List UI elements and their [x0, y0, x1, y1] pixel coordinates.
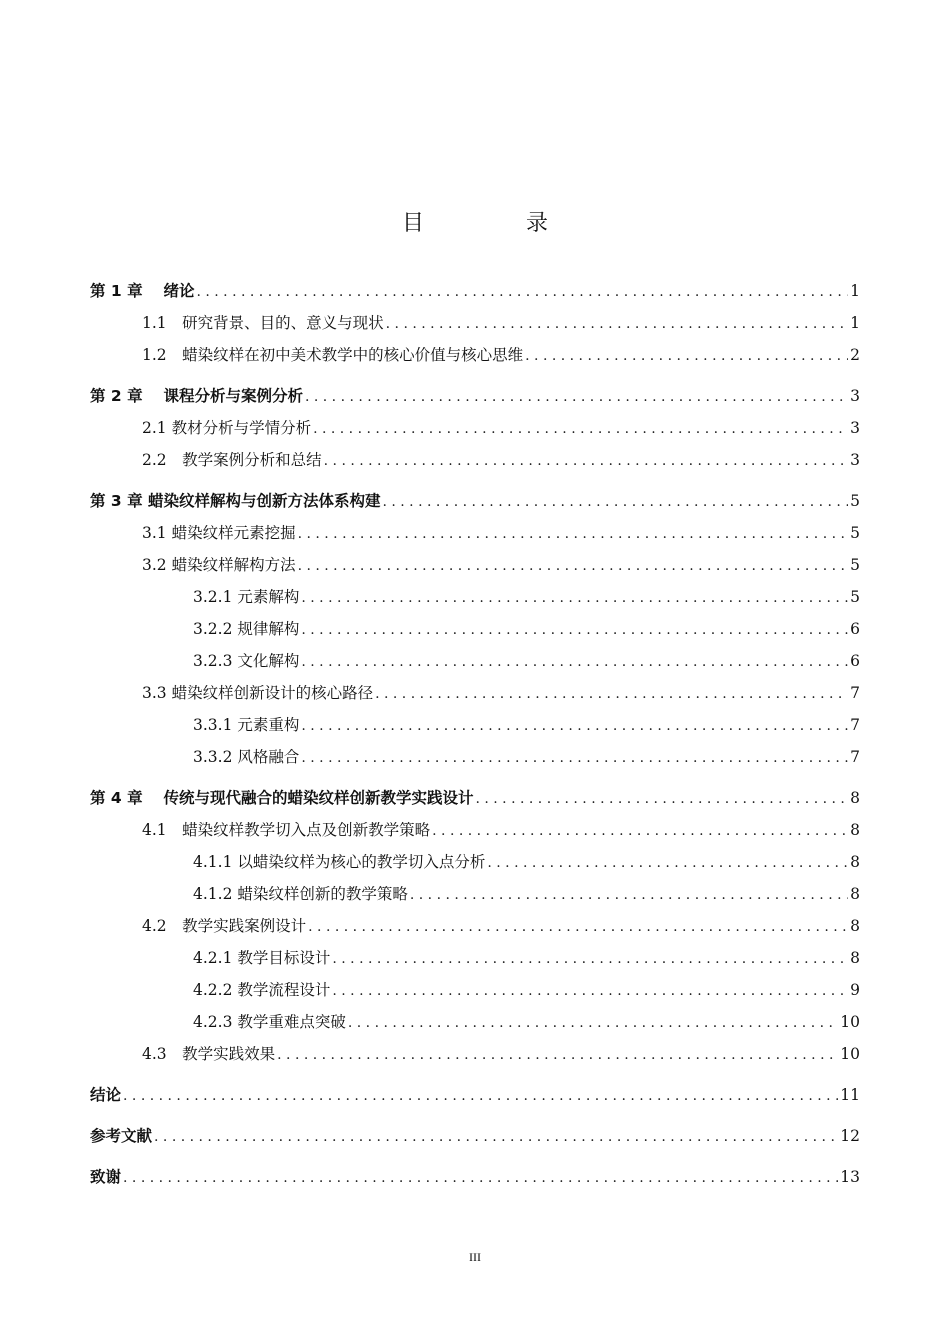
toc-entry-label: 致谢	[90, 1168, 122, 1186]
toc-entry-label: 3.2 蜡染纹样解构方法	[142, 556, 296, 574]
dot-leader	[375, 682, 848, 706]
toc-entry-page-number: 5	[850, 524, 860, 542]
dot-leader	[298, 554, 848, 578]
toc-entry-label: 1.2 蜡染纹样在初中美术教学中的核心价值与核心思维	[142, 346, 524, 364]
toc-entry-label: 4.1 蜡染纹样教学切入点及创新教学策略	[142, 821, 431, 839]
toc-entry-page-number: 10	[840, 1045, 860, 1063]
dot-leader	[301, 586, 848, 610]
toc-entry-page-number: 7	[850, 748, 860, 766]
toc-entry-label: 3.3 蜡染纹样创新设计的核心路径	[142, 684, 374, 702]
toc-entry-label: 3.2.2 规律解构	[193, 620, 300, 638]
toc-entry[interactable]	[142, 1042, 860, 1066]
dot-leader	[301, 618, 848, 642]
dot-leader	[382, 490, 848, 514]
dot-leader	[301, 650, 848, 674]
toc-entry[interactable]	[193, 946, 860, 970]
toc-entry-label: 3.3.2 风格融合	[193, 748, 300, 766]
dot-leader	[305, 385, 848, 409]
toc-entry-page-number: 1	[850, 314, 860, 332]
dot-leader	[123, 1084, 838, 1108]
dot-leader	[313, 417, 848, 441]
toc-entry-page-number: 3	[850, 451, 860, 469]
toc-entry[interactable]	[193, 713, 860, 737]
toc-entry-page-number: 8	[850, 821, 860, 839]
dot-leader	[525, 344, 848, 368]
toc-entry-page-number: 8	[850, 789, 860, 807]
toc-entry[interactable]	[193, 850, 860, 874]
toc-entry-page-number: 7	[850, 684, 860, 702]
toc-entry[interactable]	[90, 786, 860, 810]
dot-leader	[348, 1011, 838, 1035]
toc-entry-label: 4.1.1 以蜡染纹样为核心的教学切入点分析	[193, 853, 486, 871]
toc-entry-page-number: 6	[850, 652, 860, 670]
toc-entry[interactable]	[142, 448, 860, 472]
toc-entry[interactable]	[193, 745, 860, 769]
dot-leader	[386, 312, 848, 336]
toc-entry-page-number: 3	[850, 419, 860, 437]
toc-entry[interactable]	[142, 818, 860, 842]
dot-leader	[410, 883, 848, 907]
toc-entry[interactable]	[90, 1165, 860, 1189]
toc-entry-page-number: 10	[840, 1013, 860, 1031]
toc-entry-label: 3.2.3 文化解构	[193, 652, 300, 670]
dot-leader	[298, 522, 848, 546]
toc-entry-page-number: 5	[850, 556, 860, 574]
toc-entry-label: 3.1 蜡染纹样元素挖掘	[142, 524, 296, 542]
toc-entry-page-number: 5	[850, 492, 860, 510]
toc-entry-label: 2.1 教材分析与学情分析	[142, 419, 312, 437]
toc-entry-label: 4.2.1 教学目标设计	[193, 949, 331, 967]
toc-entry-label: 4.2.3 教学重难点突破	[193, 1013, 346, 1031]
toc-entry-label: 4.2 教学实践案例设计	[142, 917, 307, 935]
toc-entry[interactable]	[90, 1124, 860, 1148]
dot-leader	[324, 449, 848, 473]
toc-entry-label: 结论	[90, 1086, 122, 1104]
toc-entry[interactable]	[193, 585, 860, 609]
page-number-footer: III	[469, 1250, 481, 1264]
toc-entry-page-number: 8	[850, 949, 860, 967]
dot-leader	[487, 851, 848, 875]
toc-entry-page-number: 8	[850, 917, 860, 935]
toc-entry-label: 第 1 章 绪论	[90, 282, 195, 300]
toc-entry[interactable]	[142, 681, 860, 705]
toc-entry-label: 1.1 研究背景、目的、意义与现状	[142, 314, 384, 332]
toc-entry-page-number: 8	[850, 885, 860, 903]
toc-entry[interactable]	[90, 489, 860, 513]
dot-leader	[301, 746, 848, 770]
toc-entry-label: 3.2.1 元素解构	[193, 588, 300, 606]
toc-entry[interactable]	[193, 649, 860, 673]
toc-entry[interactable]	[90, 279, 860, 303]
toc-entry[interactable]	[142, 553, 860, 577]
dot-leader	[123, 1166, 838, 1190]
toc-entry-label: 2.2 教学案例分析和总结	[142, 451, 322, 469]
toc-entry-label: 参考文献	[90, 1127, 153, 1145]
toc-entry-page-number: 13	[840, 1168, 860, 1186]
dot-leader	[154, 1125, 838, 1149]
dot-leader	[277, 1043, 838, 1067]
toc-entry[interactable]	[193, 1010, 860, 1034]
toc-entry-label: 4.2.2 教学流程设计	[193, 981, 331, 999]
toc-entry-page-number: 1	[850, 282, 860, 300]
toc-entry[interactable]	[142, 521, 860, 545]
toc-entry[interactable]	[193, 617, 860, 641]
dot-leader	[332, 979, 848, 1003]
toc-entry-page-number: 6	[850, 620, 860, 638]
toc-entry[interactable]	[193, 882, 860, 906]
toc-entry-label: 第 3 章 蜡染纹样解构与创新方法体系构建	[90, 492, 381, 510]
toc-entry[interactable]	[90, 1083, 860, 1107]
toc-entry[interactable]	[142, 343, 860, 367]
toc-entry[interactable]	[90, 384, 860, 408]
toc-entry[interactable]	[193, 978, 860, 1002]
dot-leader	[475, 787, 848, 811]
dot-leader	[196, 280, 848, 304]
toc-entry-label: 3.3.1 元素重构	[193, 716, 300, 734]
dot-leader	[332, 947, 848, 971]
toc-entry-page-number: 5	[850, 588, 860, 606]
dot-leader	[301, 714, 848, 738]
page-title: 目 录	[401, 211, 588, 236]
toc-entry-label: 4.1.2 蜡染纹样创新的教学策略	[193, 885, 408, 903]
toc-entry-page-number: 2	[850, 346, 860, 364]
toc-entry-page-number: 3	[850, 387, 860, 405]
toc-entry-page-number: 11	[840, 1086, 860, 1104]
toc-entry-page-number: 8	[850, 853, 860, 871]
toc-entry-label: 4.3 教学实践效果	[142, 1045, 276, 1063]
toc-entry[interactable]	[142, 914, 860, 938]
toc-entry-page-number: 12	[840, 1127, 860, 1145]
dot-leader	[308, 915, 848, 939]
toc-entry-page-number: 9	[850, 981, 860, 999]
toc-entry[interactable]	[142, 416, 860, 440]
toc-entry-label: 第 2 章 课程分析与案例分析	[90, 387, 303, 405]
dot-leader	[432, 819, 848, 843]
toc-entry[interactable]	[142, 311, 860, 335]
toc-entry-page-number: 7	[850, 716, 860, 734]
toc-entry-label: 第 4 章 传统与现代融合的蜡染纹样创新教学实践设计	[90, 789, 474, 807]
